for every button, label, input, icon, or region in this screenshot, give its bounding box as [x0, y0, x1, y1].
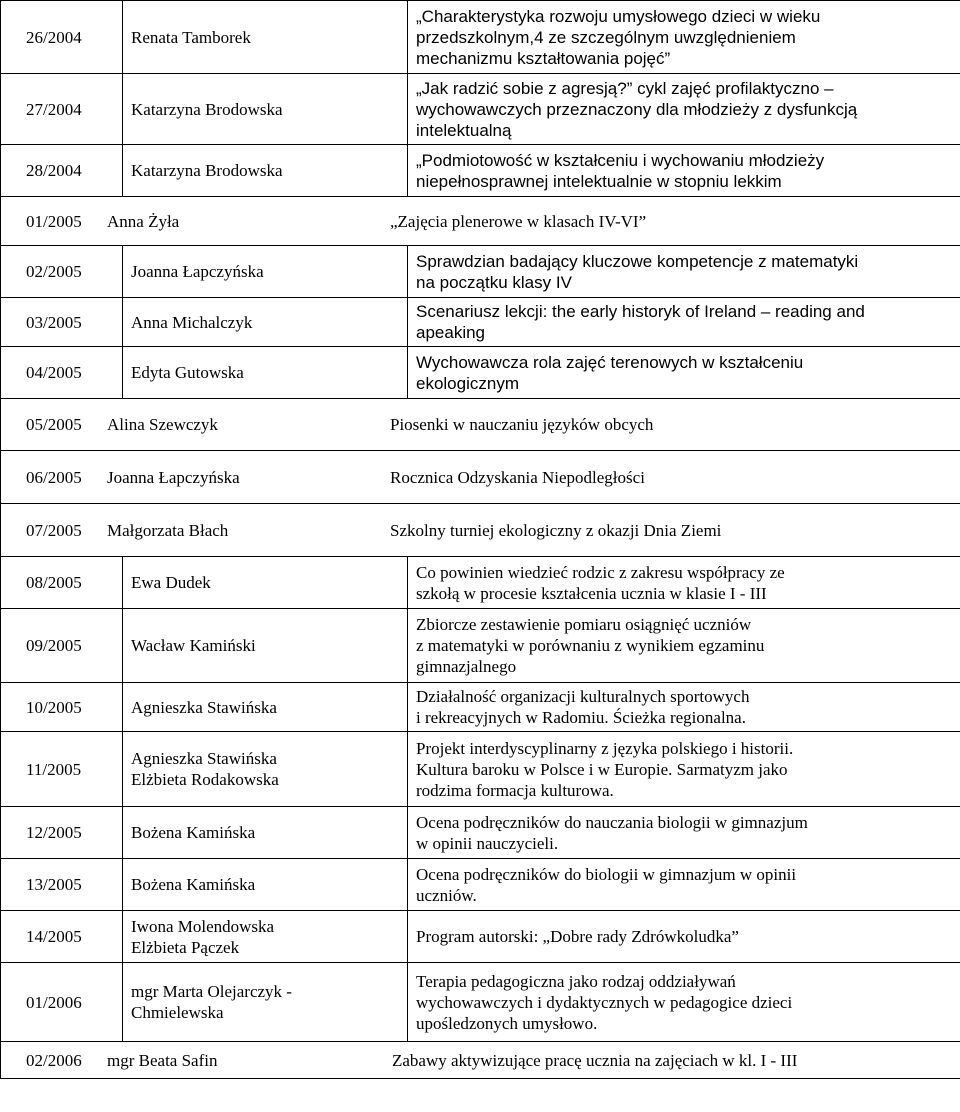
entry-number: 03/2005 [1, 298, 123, 347]
entry-number: 01/2006 [1, 963, 123, 1042]
entry-number: 05/2005 [26, 415, 82, 434]
author-line: Anna Żyła [107, 211, 180, 231]
author-line: Renata Tamborek [131, 27, 251, 47]
entry-author [123, 246, 408, 298]
author-line: Bożena Kamińska [131, 823, 256, 842]
entry-title [408, 911, 960, 963]
entry-title [408, 298, 960, 347]
title-line: „Podmiotowość w kształceniu i wychowaniu młodzieży [416, 150, 825, 170]
merged-row-cell [1, 399, 960, 451]
title-line: gimnazjalnego [416, 657, 517, 676]
entry-author [123, 145, 408, 197]
author-line: Wacław Kamiński [131, 636, 256, 655]
table-row [1, 1, 960, 74]
author-line: Chmielewska [131, 1003, 224, 1022]
entry-author [123, 911, 408, 963]
author-line: Edyta Gutowska [131, 363, 244, 382]
title-line: „Zajęcia plenerowe w klasach IV-VI” [390, 211, 647, 231]
title-line: Ocena podręczników do biologii w gimnazjum w opinii [416, 864, 797, 884]
table-row [1, 683, 960, 732]
entry-title [408, 732, 960, 807]
entry-title [390, 520, 960, 541]
title-line: niepełnosprawnej intelektualnie w stopniu lekkim [416, 171, 782, 191]
table-row [1, 298, 960, 347]
title-line: uczniów. [416, 885, 477, 905]
entry-title [408, 145, 960, 197]
title-line: ekologicznym [416, 373, 519, 393]
table-row [1, 197, 960, 246]
entry-title [408, 859, 960, 911]
entry-number: 12/2005 [1, 807, 123, 859]
entry-title [408, 609, 960, 683]
title-line: Terapia pedagogiczna jako rodzaj oddziaływań [416, 971, 736, 991]
title-line: wychowawczych przeznaczony dla młodzieży z dysfunkcją [416, 99, 858, 119]
author-line: Iwona Molendowska [131, 916, 275, 936]
entry-author [123, 732, 408, 807]
title-line: Ocena podręczników do nauczania biologii w gimnazjum [416, 812, 808, 832]
title-line: Sprawdzian badający kluczowe kompetencje z matematyki [416, 251, 859, 271]
title-line: Działalność organizacji kulturalnych sportowych [416, 687, 750, 706]
title-line: Projekt interdyscyplinarny z języka polskiego i historii. [416, 738, 794, 758]
entry-title [408, 74, 960, 145]
entry-author [123, 683, 408, 732]
title-line: i rekreacyjnych w Radomiu. Ścieżka regionalna. [416, 708, 746, 727]
title-line: Scenariusz lekcji: the early historyk of Ireland – reading and [416, 302, 865, 321]
entry-author [123, 609, 408, 683]
entry-number: 08/2005 [1, 557, 123, 609]
title-line: upośledzonych umysłowo. [416, 1013, 598, 1033]
entry-author [123, 1, 408, 74]
entry-number: 10/2005 [1, 683, 123, 732]
title-line: rodzima formacja kulturowa. [416, 780, 614, 800]
entry-title [390, 211, 960, 232]
table-row [1, 609, 960, 683]
table-row [1, 399, 960, 451]
entry-title [408, 683, 960, 732]
table-row [1, 451, 960, 504]
title-line: intelektualną [416, 120, 512, 140]
entry-number: 09/2005 [1, 609, 123, 683]
table-row [1, 807, 960, 859]
entry-number: 02/2005 [1, 246, 123, 298]
table-row [1, 246, 960, 298]
entry-number: 14/2005 [1, 911, 123, 963]
entry-author [107, 211, 390, 232]
title-line: „Jak radzić sobie z agresją?” cykl zajęć profilaktyczno – [416, 78, 834, 98]
author-line: mgr Beata Safin [107, 1050, 218, 1070]
entry-title [408, 963, 960, 1042]
entry-author [123, 859, 408, 911]
entry-author [123, 963, 408, 1042]
author-line: Elżbieta Pączek [131, 937, 240, 957]
title-line: „Charakterystyka rozwoju umysłowego dzieci w wieku [416, 6, 821, 26]
title-line: Zabawy aktywizujące pracę ucznia na zajęciach w kl. I - III [392, 1050, 798, 1070]
entry-author [107, 1050, 392, 1071]
title-line: apeaking [416, 323, 486, 342]
title-line: wychowawczych i dydaktycznych w pedagogice dzieci [416, 992, 793, 1012]
entry-author [107, 414, 390, 435]
title-line: Kultura baroku w Polsce i w Europie. Sarmatyzm jako [416, 759, 788, 779]
author-line: mgr Marta Olejarczyk - [131, 982, 292, 1001]
entry-author [107, 467, 390, 488]
entry-title [390, 467, 960, 488]
author-line: Elżbieta Rodakowska [131, 770, 279, 789]
author-line: Agnieszka Stawińska [131, 697, 277, 717]
entry-number: 11/2005 [1, 732, 123, 807]
entry-number: 01/2005 [26, 211, 82, 231]
author-line: Katarzyna Brodowska [131, 161, 283, 180]
author-line: Katarzyna Brodowska [131, 99, 283, 119]
author-line: Agnieszka Stawińska [131, 749, 277, 768]
title-line: Rocznica Odzyskania Niepodległości [390, 467, 645, 487]
entry-author [123, 347, 408, 399]
entry-number: 13/2005 [1, 859, 123, 911]
title-line: szkołą w procesie kształcenia ucznia w klasie I - III [416, 583, 767, 603]
table-row [1, 1042, 960, 1079]
title-line: w opinii nauczycieli. [416, 833, 559, 853]
title-line: Program autorski: „Dobre rady Zdrówkoludka” [416, 927, 739, 946]
table-row [1, 145, 960, 197]
title-line: mechanizmu kształtowania pojęć” [416, 48, 671, 68]
entry-author [107, 520, 390, 541]
entry-title [408, 807, 960, 859]
merged-row-cell [1, 197, 960, 246]
entry-title [408, 347, 960, 399]
entry-title [390, 414, 960, 435]
entry-title [408, 557, 960, 609]
title-line: Co powinien wiedzieć rodzic z zakresu współpracy ze [416, 562, 785, 582]
author-line: Ewa Dudek [131, 573, 211, 592]
entry-number: 07/2005 [26, 520, 82, 540]
author-line: Joanna Łapczyńska [131, 262, 264, 281]
table-body [1, 1, 960, 1079]
table-row [1, 963, 960, 1042]
table-row [1, 504, 960, 557]
author-line: Małgorzata Błach [107, 520, 229, 540]
table-row [1, 859, 960, 911]
author-line: Joanna Łapczyńska [107, 467, 240, 487]
entry-number: 02/2006 [26, 1050, 82, 1070]
entry-number: 27/2004 [1, 74, 123, 145]
entry-title [408, 1, 960, 74]
entry-title [408, 246, 960, 298]
merged-row-cell [1, 451, 960, 504]
table-row [1, 732, 960, 807]
entry-number: 28/2004 [1, 145, 123, 197]
title-line: na początku klasy IV [416, 272, 572, 292]
entry-number: 04/2005 [1, 347, 123, 399]
title-line: Szkolny turniej ekologiczny z okazji Dnia Ziemi [390, 520, 722, 540]
merged-row-cell [1, 1042, 960, 1079]
entry-author [123, 807, 408, 859]
table-row [1, 911, 960, 963]
table-row [1, 347, 960, 399]
title-line: przedszkolnym,4 ze szczególnym uwzględnieniem [416, 27, 796, 47]
entry-author [123, 557, 408, 609]
table-row [1, 74, 960, 145]
title-line: Zbiorcze zestawienie pomiaru osiągnięć uczniów [416, 615, 752, 634]
title-line: z matematyki w porównaniu z wynikiem egzaminu [416, 636, 765, 655]
entry-number: 26/2004 [1, 1, 123, 74]
author-line: Bożena Kamińska [131, 875, 256, 894]
entry-title [392, 1050, 960, 1071]
entry-author [123, 298, 408, 347]
title-line: Wychowawcza rola zajęć terenowych w kształceniu [416, 352, 804, 372]
entry-number: 06/2005 [26, 467, 82, 487]
entry-author [123, 74, 408, 145]
author-line: Alina Szewczyk [107, 415, 218, 434]
author-line: Anna Michalczyk [131, 312, 253, 332]
table-row [1, 557, 960, 609]
merged-row-cell [1, 504, 960, 557]
title-line: Piosenki w nauczaniu języków obcych [390, 415, 654, 434]
